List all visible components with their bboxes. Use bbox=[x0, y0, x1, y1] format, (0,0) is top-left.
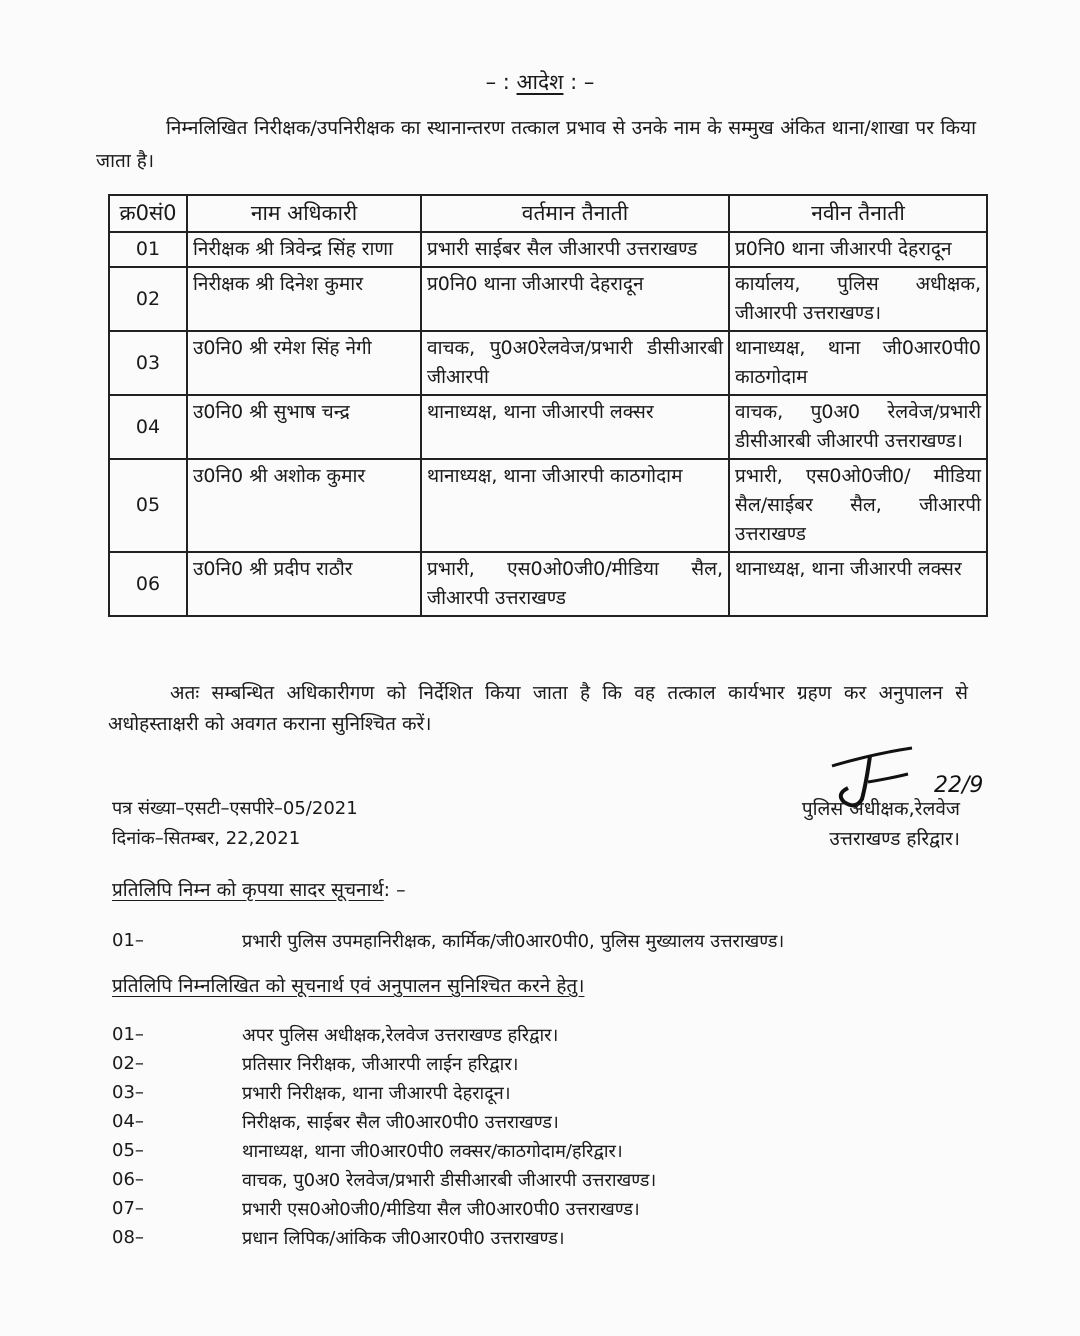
serial-cell: 02 bbox=[109, 267, 187, 331]
list-item bbox=[112, 926, 784, 955]
letter-number: पत्र संख्या–एसटी–एसपीरे–05/2021 bbox=[112, 798, 358, 819]
list-item bbox=[112, 1078, 656, 1107]
name-cell: उ0नि0 श्री प्रदीप राठौर bbox=[187, 552, 421, 616]
name-cell: उ0नि0 श्री रमेश सिंह नेगी bbox=[187, 331, 421, 395]
list-item-number: 07– bbox=[112, 1198, 144, 1219]
current-posting-cell: वाचक, पु0अ0रेलवेज/प्रभारी डीसीआरबी जीआरपी bbox=[421, 331, 729, 395]
signatory-location: उत्तराखण्ड हरिद्वार। bbox=[829, 828, 960, 850]
copy-info-list bbox=[112, 926, 784, 955]
list-item-number: 02– bbox=[112, 1053, 144, 1074]
new-posting-cell: थानाध्यक्ष, थाना जी0आर0पी0 काठगोदाम bbox=[729, 331, 987, 395]
name-cell: उ0नि0 श्री सुभाष चन्द्र bbox=[187, 395, 421, 459]
list-item bbox=[112, 1223, 656, 1252]
header-officer-name: नाम अधिकारी bbox=[187, 195, 421, 232]
list-item-text: वाचक, पु0अ0 रेलवेज/प्रभारी डीसीआरबी जीआरपी उत्तराखण्ड। bbox=[242, 1169, 657, 1191]
list-item bbox=[112, 1194, 656, 1223]
transfer-table bbox=[108, 194, 988, 617]
serial-cell: 03 bbox=[109, 331, 187, 395]
list-item bbox=[112, 1020, 656, 1049]
serial-cell: 01 bbox=[109, 232, 187, 267]
copy-info-heading-text: प्रतिलिपि निम्न को कृपया सादर सूचनार्थ bbox=[112, 879, 384, 901]
serial-cell: 05 bbox=[109, 459, 187, 552]
list-item bbox=[112, 1165, 656, 1194]
table-row bbox=[109, 331, 987, 395]
name-cell: निरीक्षक श्री त्रिवेन्द्र सिंह राणा bbox=[187, 232, 421, 267]
table-row bbox=[109, 232, 987, 267]
new-posting-cell: वाचक, पु0अ0 रेलवेज/प्रभारी डीसीआरबी जीआरपी उत्तराखण्ड। bbox=[729, 395, 987, 459]
table-row bbox=[109, 459, 987, 552]
new-posting-cell: थानाध्यक्ष, थाना जीआरपी लक्सर bbox=[729, 552, 987, 616]
intro-paragraph: निम्नलिखित निरीक्षक/उपनिरीक्षक का स्थानान्तरण तत्काल प्रभाव से उनके नाम के सम्मुख अंकित थाना/शाखा पर किया जाता है। bbox=[96, 117, 976, 172]
list-item-number: 05– bbox=[112, 1140, 144, 1161]
list-item-text: प्रधान लिपिक/आंकिक जी0आर0पी0 उत्तराखण्ड। bbox=[242, 1227, 565, 1249]
serial-cell: 06 bbox=[109, 552, 187, 616]
name-cell: उ0नि0 श्री अशोक कुमार bbox=[187, 459, 421, 552]
copy-info-heading bbox=[112, 876, 406, 902]
serial-cell: 04 bbox=[109, 395, 187, 459]
closing-paragraph: अतः सम्बन्धित अधिकारीगण को निर्देशित किया जाता है कि वह तत्काल कार्यभार ग्रहण कर अनुपालन से अधोहस्ताक्षरी को अवगत कराना सुनिश्चित करें। bbox=[108, 682, 968, 735]
header-current-posting: वर्तमान तैनाती bbox=[421, 195, 729, 232]
copy-compliance-heading: प्रतिलिपि निम्नलिखित को सूचनार्थ एवं अनुपालन सुनिश्चित करने हेतु। bbox=[112, 975, 585, 997]
list-item-text: प्रतिसार निरीक्षक, जीआरपी लाईन हरिद्वार। bbox=[242, 1053, 519, 1075]
list-item-number: 03– bbox=[112, 1082, 144, 1103]
table-row bbox=[109, 552, 987, 616]
new-posting-cell: प्र0नि0 थाना जीआरपी देहरादून bbox=[729, 232, 987, 267]
list-item-text: प्रभारी पुलिस उपमहानिरीक्षक, कार्मिक/जी0आर0पी0, पुलिस मुख्यालय उत्तराखण्ड। bbox=[242, 930, 785, 952]
list-item bbox=[112, 1049, 656, 1078]
current-posting-cell: थानाध्यक्ष, थाना जीआरपी लक्सर bbox=[421, 395, 729, 459]
current-posting-cell: प्रभारी, एस0ओ0जी0/मीडिया सैल, जीआरपी उत्तराखण्ड bbox=[421, 552, 729, 616]
title-prefix: – : bbox=[485, 70, 510, 94]
list-item bbox=[112, 1136, 656, 1165]
list-item-number: 01– bbox=[112, 930, 144, 951]
table-row bbox=[109, 395, 987, 459]
table-row bbox=[109, 267, 987, 331]
name-cell: निरीक्षक श्री दिनेश कुमार bbox=[187, 267, 421, 331]
current-posting-cell: थानाध्यक्ष, थाना जीआरपी काठगोदाम bbox=[421, 459, 729, 552]
list-item-number: 01– bbox=[112, 1024, 144, 1045]
table-header-row bbox=[109, 195, 987, 232]
list-item-text: निरीक्षक, साईबर सैल जी0आर0पी0 उत्तराखण्ड। bbox=[242, 1111, 559, 1133]
document-title bbox=[0, 68, 1080, 96]
current-posting-cell: प्रभारी साईबर सैल जीआरपी उत्तराखण्ड bbox=[421, 232, 729, 267]
title-text: आदेश bbox=[516, 70, 564, 94]
signatory-designation: पुलिस अधीक्षक,रेलवेज bbox=[801, 798, 960, 820]
list-item bbox=[112, 1107, 656, 1136]
copy-info-heading-suffix: : – bbox=[383, 879, 406, 901]
signatory-block bbox=[745, 794, 960, 854]
list-item-number: 08– bbox=[112, 1227, 144, 1248]
copy-compliance-list bbox=[112, 1020, 656, 1252]
header-serial: क्र0सं0 bbox=[109, 195, 187, 232]
list-item-text: थानाध्यक्ष, थाना जी0आर0पी0 लक्सर/काठगोदाम/हरिद्वार। bbox=[242, 1140, 623, 1162]
letter-date: दिनांक–सितम्बर, 22,2021 bbox=[112, 828, 301, 849]
new-posting-cell: कार्यालय, पुलिस अधीक्षक, जीआरपी उत्तराखण्ड। bbox=[729, 267, 987, 331]
new-posting-cell: प्रभारी, एस0ओ0जी0/ मीडिया सैल/साईबर सैल, जीआरपी उत्तराखण्ड bbox=[729, 459, 987, 552]
list-item-number: 06– bbox=[112, 1169, 144, 1190]
list-item-text: अपर पुलिस अधीक्षक,रेलवेज उत्तराखण्ड हरिद्वार। bbox=[242, 1024, 559, 1046]
reference-block bbox=[112, 794, 358, 854]
list-item-text: प्रभारी एस0ओ0जी0/मीडिया सैल जी0आर0पी0 उत्तराखण्ड। bbox=[242, 1198, 640, 1220]
title-suffix: : – bbox=[570, 70, 595, 94]
header-new-posting: नवीन तैनाती bbox=[729, 195, 987, 232]
signature-date: 22/9 bbox=[934, 773, 984, 798]
list-item-number: 04– bbox=[112, 1111, 144, 1132]
current-posting-cell: प्र0नि0 थाना जीआरपी देहरादून bbox=[421, 267, 729, 331]
list-item-text: प्रभारी निरीक्षक, थाना जीआरपी देहरादून। bbox=[242, 1082, 511, 1104]
